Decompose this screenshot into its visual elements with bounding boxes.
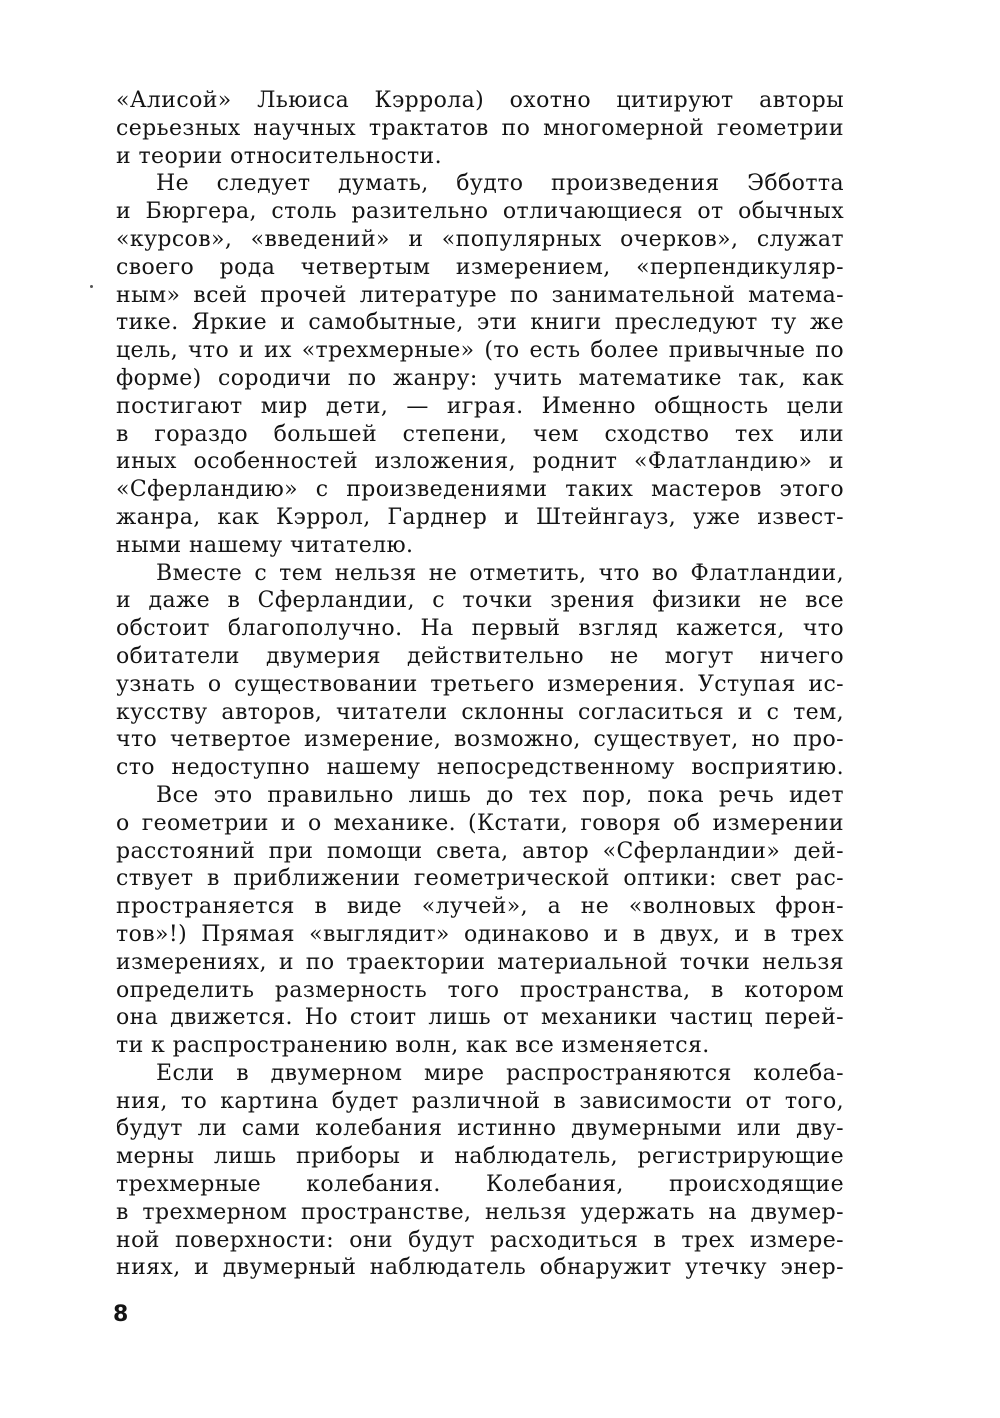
text-line: ствует в приближении геометрической оптики: свет рас- [116,866,844,892]
text-line: тике. Яркие и самобытные, эти книги преследуют ту же [116,310,844,336]
text-line: будут ли сами колебания истинно двумерными или дву- [116,1116,844,1142]
page-number: 8 [113,1302,129,1327]
text-line: «курсов», «введений» и «популярных очерков», служат [116,226,844,252]
text-line: ными нашему читателю. [116,532,414,558]
text-line: пространяется в виде «лучей», а не «волновых фрон- [116,894,844,920]
text-line: ти к распространению волн, как все изменяется. [116,1033,710,1059]
text-line: сто недоступно нашему непосредственному восприятию. [116,755,844,781]
text-line: «Алисой» Льюиса Кэррола) охотно цитируют авторы [116,88,844,113]
text-line: ной поверхности: они будут расходиться в трех измере- [116,1227,844,1253]
text-line: и теории относительности. [116,143,443,169]
text-line: она движется. Но стоит лишь от механики частиц перей- [116,1005,844,1031]
text-line: трехмерные колебания. Колебания, происходящие [116,1172,844,1198]
text-line: что четвертое измерение, возможно, существует, но про- [116,727,844,753]
text-line: своего рода четвертым измерением, «перпендикуляр- [116,254,844,280]
text-line: жанра, как Кэррол, Гарднер и Штейнгауз, уже извест- [116,504,844,530]
text-line: в гораздо большей степени, чем сходство тех или [116,421,844,447]
text-line: форме) сородичи по жанру: учить математике так, как [116,365,844,391]
text-line: о геометрии и о механике. (Кстати, говоря об измерении [116,810,844,836]
text-line: в трехмерном пространстве, нельзя удержать на двумер- [116,1199,844,1225]
text-line: ным» всей прочей литературе по занимательной матема- [116,282,844,308]
text-line: и даже в Сферландии, с точки зрения физики не все [116,588,844,614]
text-line: Все это правильно лишь до тех пор, пока речь идет [156,782,844,808]
text-line: обитатели двумерия действительно не могут ничего [116,643,844,669]
text-line: постигают мир дети, — играя. Именно общность цели [116,393,844,419]
text-line: узнать о существовании третьего измерения. Уступая ис- [116,671,844,697]
text-line: и Бюргера, столь разительно отличающиеся от обычных [116,199,844,225]
text-line: цель, что и их «трехмерные» (то есть более привычные по [116,338,844,364]
text-line: расстояний при помощи света, автор «Сферландии» дей- [116,838,844,864]
text-line: ния, то картина будет различной в зависимости от того, [116,1088,844,1114]
text-line: Вместе с тем нельзя не отметить, что во Флатландии, [156,560,844,586]
text-line: измерениях, и по траектории материальной точки нельзя [116,949,844,975]
text-line: кусству авторов, читатели склонны согласиться и с тем, [116,699,844,725]
text-line: серьезных научных трактатов по многомерной геометрии [116,115,844,141]
text-line: ниях, и двумерный наблюдатель обнаружит утечку энер- [116,1255,844,1281]
text-line: обстоит благополучно. На первый взгляд кажется, что [116,616,844,642]
print-speck [90,285,93,288]
text-line: определить размерность того пространства, в котором [116,977,844,1003]
text-line: мерны лишь приборы и наблюдатель, регистрирующие [116,1144,844,1170]
text-line: Не следует думать, будто произведения Эбботта [156,171,844,197]
text-line: иных особенностей изложения, роднит «Флатландию» и [116,449,844,475]
body-text [116,87,844,1282]
text-line: Если в двумерном мире распространяются колеба- [156,1060,844,1086]
text-line: тов»!) Прямая «выглядит» одинаково и в двух, и в трех [116,921,844,947]
text-line: «Сферландию» с произведениями таких мастеров этого [116,477,844,503]
